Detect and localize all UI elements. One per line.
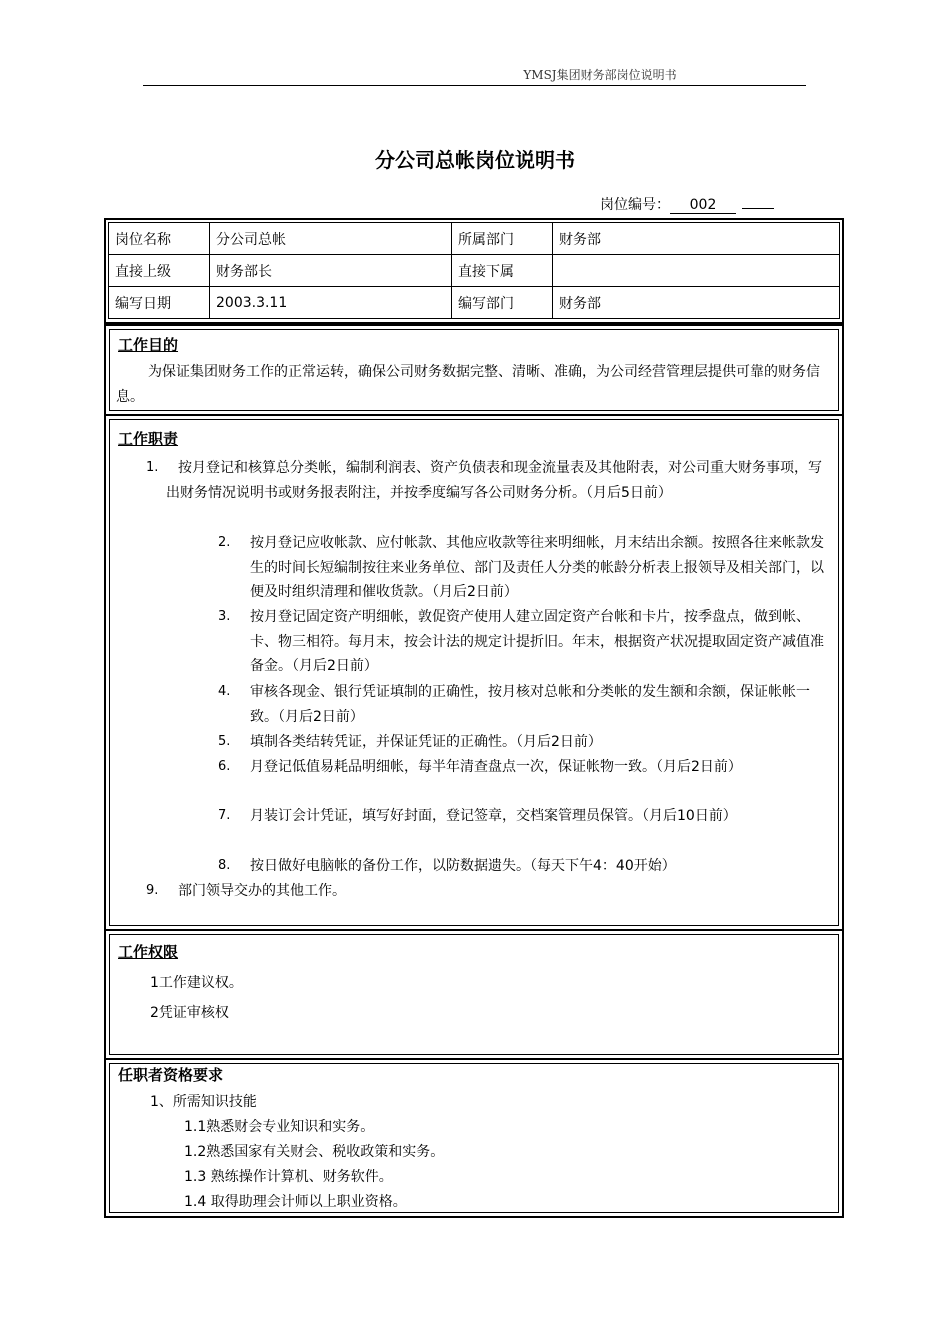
duty-item: 月装订会计凭证，填写好封面，登记签章，交档案管理员保管。（月后10日前） (250, 808, 737, 824)
duty-number: 4. (218, 684, 231, 699)
authority-item: 2凭证审核权 (150, 1005, 229, 1021)
qualification-item: 1.3 熟练操作计算机、财务软件。 (184, 1169, 393, 1185)
info-value: 财务部 (553, 223, 840, 255)
duty-number: 3. (218, 609, 231, 624)
duties-section (104, 414, 844, 931)
qualifications-heading: 任职者资格要求 (118, 1066, 224, 1084)
duty-item: 审核各现金、银行凭证填制的正确性，按月核对总帐和分类帐的发生额和余额，保证帐帐一致。（月后2日前） (250, 684, 810, 725)
position-code (600, 194, 810, 214)
header-rule (143, 85, 806, 86)
qualification-group: 1、所需知识技能 (150, 1094, 257, 1110)
info-label: 编写部门 (452, 287, 553, 319)
authority-section (104, 929, 844, 1060)
duty-number: 1. (146, 460, 159, 475)
duties-heading: 工作职责 (118, 430, 179, 448)
duty-item: 按日做好电脑帐的备份工作，以防数据遗失。（每天下午4：40开始） (250, 858, 676, 874)
duty-item: 填制各类结转凭证，并保证凭证的正确性。（月后2日前） (250, 734, 602, 750)
duty-number: 6. (218, 759, 231, 774)
purpose-heading: 工作目的 (118, 336, 179, 354)
purpose-section (104, 324, 844, 416)
info-value: 财务部 (553, 287, 840, 319)
table-row (109, 223, 840, 255)
info-table (108, 222, 840, 319)
info-value (553, 255, 840, 287)
info-label: 所属部门 (452, 223, 553, 255)
qualifications-section (104, 1058, 844, 1218)
qualification-item: 1.2熟悉国家有关财会、税收政策和实务。 (184, 1144, 445, 1160)
table-row (109, 255, 840, 287)
info-value: 财务部长 (210, 255, 452, 287)
info-label: 直接上级 (109, 255, 210, 287)
info-value: 2003.3.11 (210, 287, 452, 319)
position-code-value: 002 (670, 197, 736, 214)
duty-item: 按月登记应收帐款、应付帐款、其他应收款等往来明细帐，月末结出余额。按照各往来帐款发生的时间长短编制按往来业务单位、部门及责任人分类的帐龄分析表上报领导及相关部门，以便及时组织清理和催收货款。（月后2日前） (250, 535, 824, 600)
purpose-text: 为保证集团财务工作的正常运转，确保公司财务数据完整、清晰、准确，为公司经营管理层提供可靠的财务信息。 (116, 364, 820, 405)
duty-item: 部门领导交办的其他工作。 (178, 883, 346, 899)
duty-number: 8. (218, 858, 231, 873)
page-title: 分公司总帐岗位说明书 (375, 148, 575, 172)
authority-item: 1工作建议权。 (150, 975, 243, 991)
qualification-item: 1.4 取得助理会计师以上职业资格。 (184, 1194, 407, 1210)
info-label: 编写日期 (109, 287, 210, 319)
position-code-underline (742, 208, 774, 209)
table-row (109, 287, 840, 319)
info-label: 岗位名称 (109, 223, 210, 255)
duty-number: 2. (218, 535, 231, 550)
position-code-label: 岗位编号： (600, 197, 670, 213)
duty-item: 按月登记固定资产明细帐，敦促资产使用人建立固定资产台帐和卡片，按季盘点，做到帐、卡、物三相符。每月末，按会计法的规定计提折旧。年末，根据资产状况提取固定资产减值准备金。（月后2日前） (250, 609, 824, 674)
duty-number: 9. (146, 883, 159, 898)
duty-item: 月登记低值易耗品明细帐，每半年清查盘点一次，保证帐物一致。（月后2日前） (250, 759, 742, 775)
duty-number: 7. (218, 808, 231, 823)
info-label: 直接下属 (452, 255, 553, 287)
duty-number: 5. (218, 734, 231, 749)
duty-item: 按月登记和核算总分类帐，编制利润表、资产负债表和现金流量表及其他附表，对公司重大财务事项，写出财务情况说明书或财务报表附注，并按季度编写各公司财务分析。（月后5日前） (166, 460, 822, 501)
qualification-item: 1.1熟悉财会专业知识和实务。 (184, 1119, 375, 1135)
info-table-frame (104, 218, 844, 324)
info-value: 分公司总帐 (210, 223, 452, 255)
running-header: YMSJ集团财务部岗位说明书 (523, 68, 677, 82)
authority-heading: 工作权限 (118, 943, 179, 961)
